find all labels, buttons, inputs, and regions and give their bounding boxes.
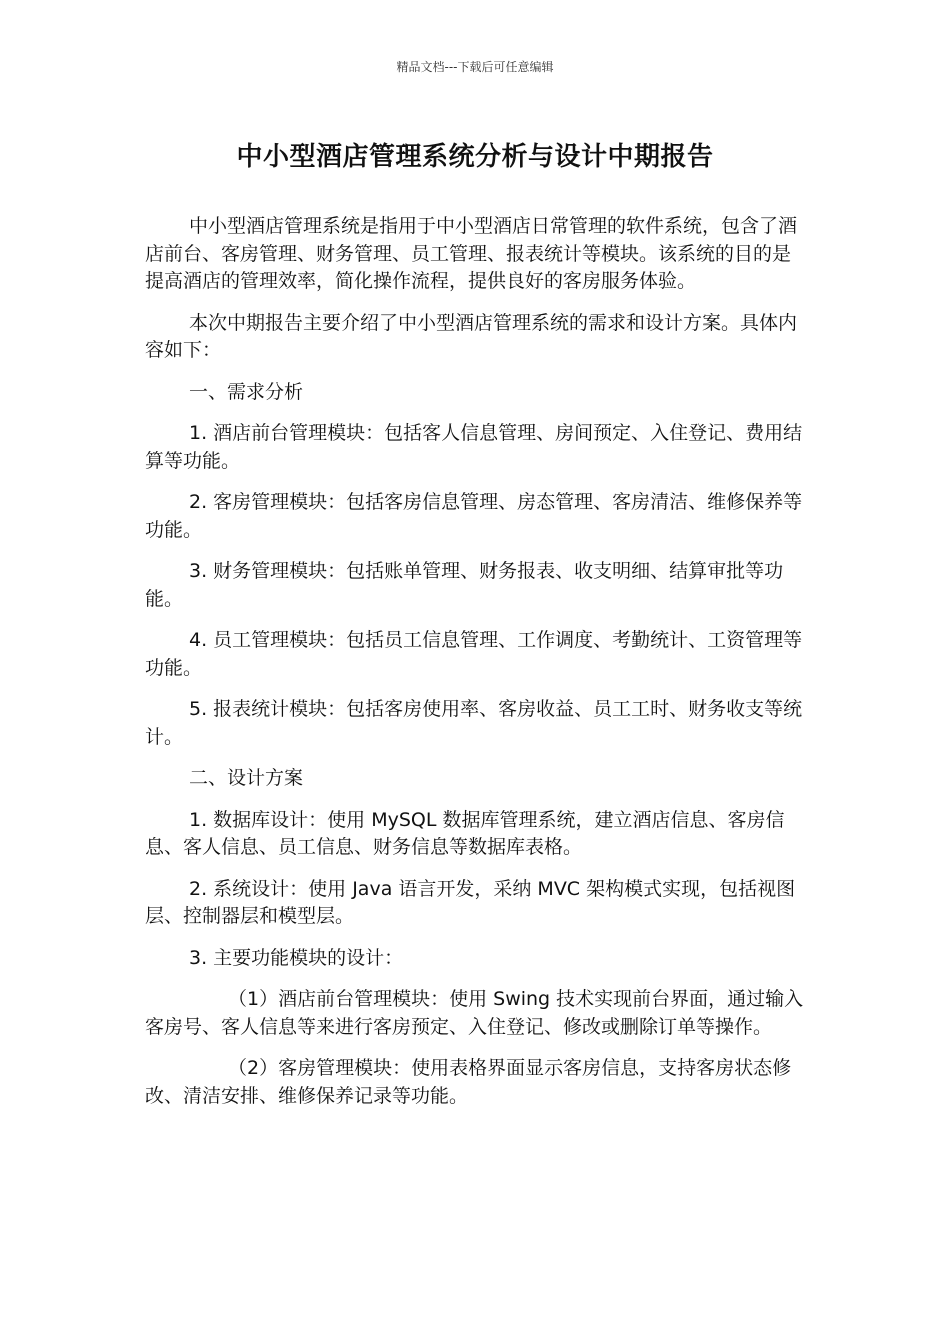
- document-body: [145, 213, 805, 1124]
- design-item: 1. 数据库设计：使用 MySQL 数据库管理系统，建立酒店信息、客房信息、客人信息、员工信息、财务信息等数据库表格。: [145, 808, 785, 858]
- section-heading-design: 二、设计方案: [189, 767, 304, 789]
- design-item: 3. 主要功能模块的设计：: [189, 946, 404, 969]
- design-item: 2. 系统设计：使用 Java 语言开发，采纳 MVC 架构模式实现，包括视图层、控制器层和模型层。: [145, 877, 796, 927]
- requirement-item: 4. 员工管理模块：包括员工信息管理、工作调度、考勤统计、工资管理等功能。: [145, 629, 803, 679]
- requirement-item: 3. 财务管理模块：包括账单管理、财务报表、收支明细、结算审批等功能。: [145, 560, 784, 610]
- design-subitem: （1）酒店前台管理模块：使用 Swing 技术实现前台界面，通过输入客房号、客人信息等来进行客房预定、入住登记、修改或删除订单等操作。: [145, 988, 804, 1038]
- page-header: 精品文档---下载后可任意编辑: [396, 60, 554, 74]
- document-title: 中小型酒店管理系统分析与设计中期报告: [236, 142, 714, 172]
- overview-paragraph: 本次中期报告主要介绍了中小型酒店管理系统的需求和设计方案。具体内容如下：: [145, 311, 798, 361]
- requirement-item: 2. 客房管理模块：包括客房信息管理、房态管理、客房清洁、维修保养等功能。: [145, 491, 803, 541]
- design-subitem: （2）客房管理模块：使用表格界面显示客房信息，支持客房状态修改、清洁安排、维修保养记录等功能。: [145, 1057, 792, 1107]
- section-heading-requirements: 一、需求分析: [189, 380, 304, 403]
- intro-paragraph: 中小型酒店管理系统是指用于中小型酒店日常管理的软件系统，包含了酒店前台、客房管理、财务管理、员工管理、报表统计等模块。该系统的目的是提高酒店的管理效率，简化操作流程，提供良好的客房服务体验。: [145, 215, 798, 292]
- requirement-item: 5. 报表统计模块：包括客房使用率、客房收益、员工工时、财务收支等统计。: [145, 698, 803, 748]
- requirement-item: 1. 酒店前台管理模块：包括客人信息管理、房间预定、入住登记、费用结算等功能。: [145, 422, 803, 472]
